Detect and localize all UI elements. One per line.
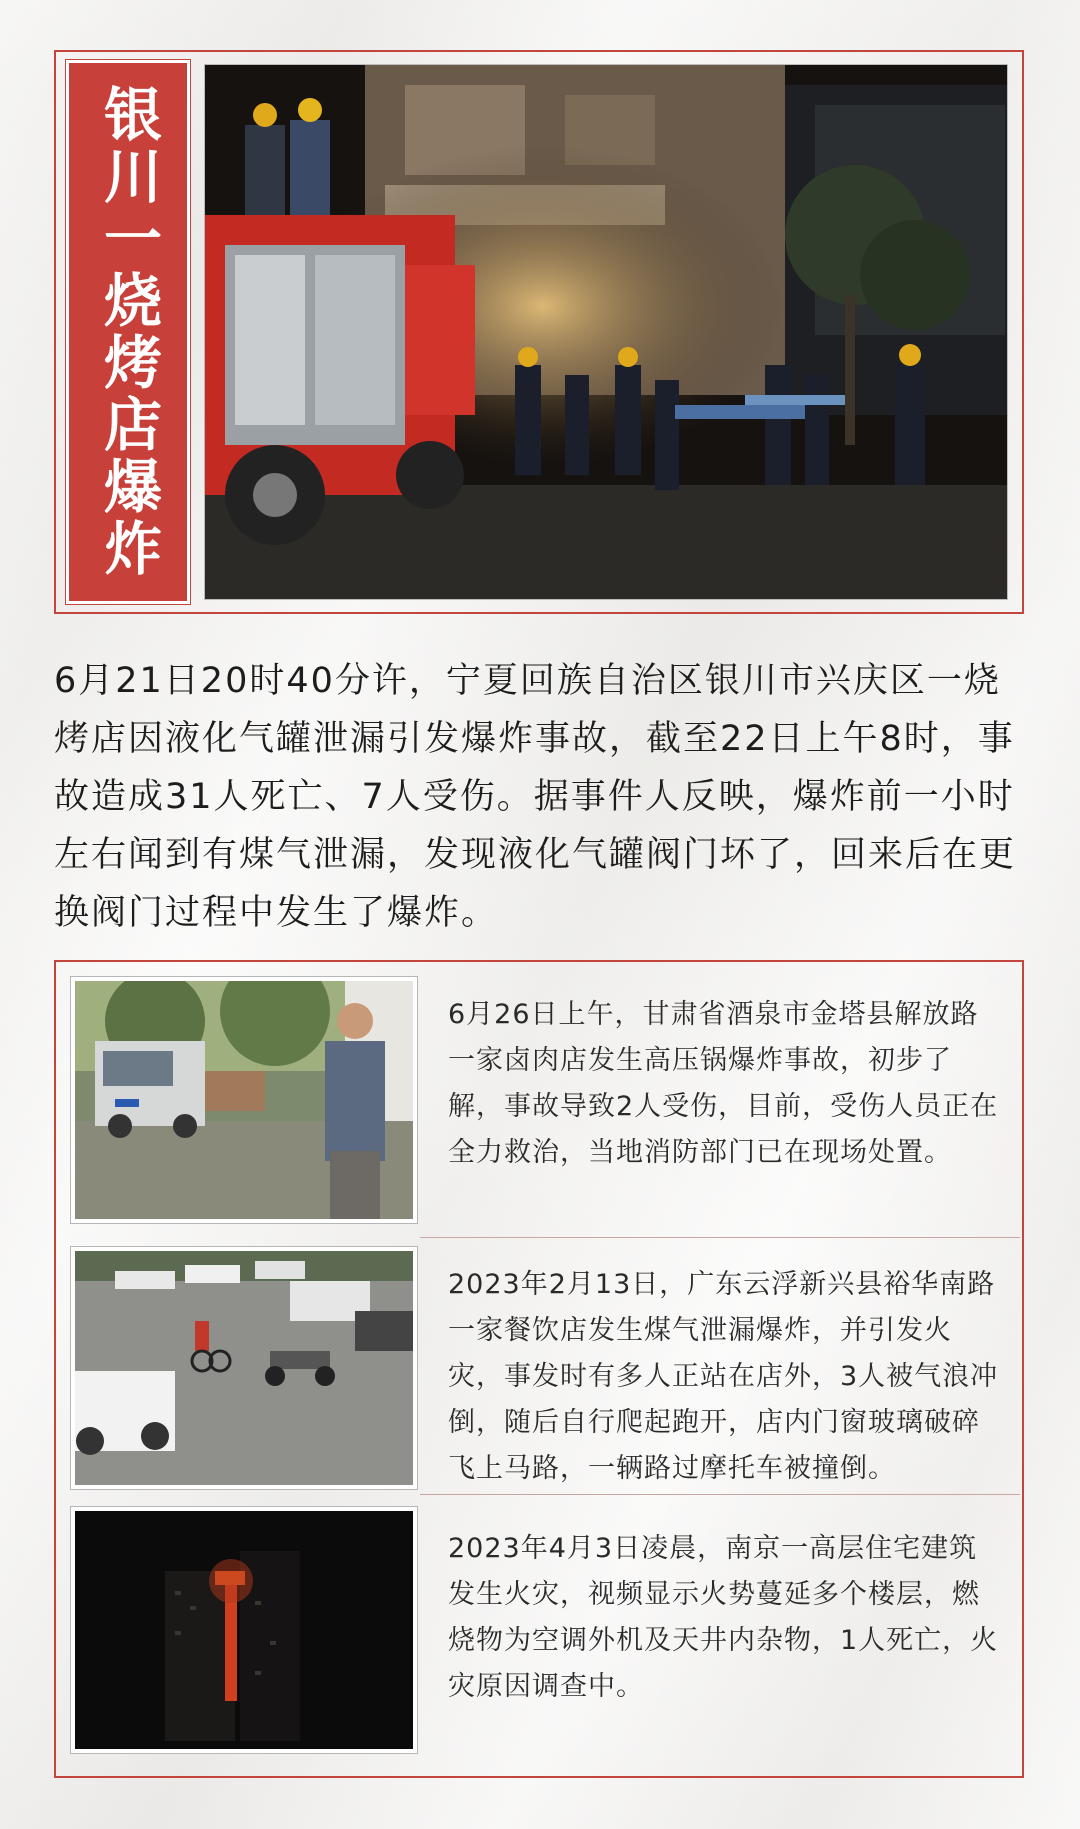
incident-row (64, 970, 1020, 1230)
title-banner (66, 60, 190, 604)
page-title: 银川一烧烤店爆炸 (94, 84, 162, 580)
row-divider (420, 1237, 1020, 1238)
building-fire-scene-image (75, 1511, 413, 1749)
incident-row (64, 1240, 1020, 1490)
fire-truck-scene-image (205, 65, 1008, 600)
incident-photo (70, 1506, 418, 1754)
row-divider (420, 1494, 1020, 1495)
main-paragraph: 6月21日20时40分许，宁夏回族自治区银川市兴庆区一烧烤店因液化气罐泄漏引发爆炸事故，截至22日上午8时，事故造成31人死亡、7人受伤。据事件人反映，爆炸前一小时左右闻到有煤气泄漏，发现液化气罐阀门坏了，回来后在更换阀门过程中发生了爆炸。 (54, 661, 1017, 933)
incident-text: 2023年2月13日，广东云浮新兴县裕华南路一家餐饮店发生煤气泄漏爆炸，并引发火灾，事发时有多人正站在店外，3人被气浪冲倒，随后自行爬起跑开，店内门窗玻璃破碎飞上马路，一辆路过摩托车被撞倒。 (448, 1269, 999, 1484)
main-photo (204, 64, 1008, 600)
pressure-cooker-scene-image (75, 981, 413, 1219)
incident-text: 2023年4月3日凌晨，南京一高层住宅建筑发生火灾，视频显示火势蔓延多个楼层，燃烧物为空调外机及天井内杂物，1人死亡，火灾原因调查中。 (448, 1533, 999, 1702)
incident-text: 6月26日上午，甘肃省酒泉市金塔县解放路一家卤肉店发生高压锅爆炸事故，初步了解，事故导致2人受伤，目前，受伤人员正在全力救治，当地消防部门已在现场处置。 (448, 999, 999, 1168)
incident-photo (70, 976, 418, 1224)
incident-photo (70, 1246, 418, 1490)
street-explosion-scene-image (75, 1251, 413, 1485)
incident-row (64, 1500, 1020, 1760)
